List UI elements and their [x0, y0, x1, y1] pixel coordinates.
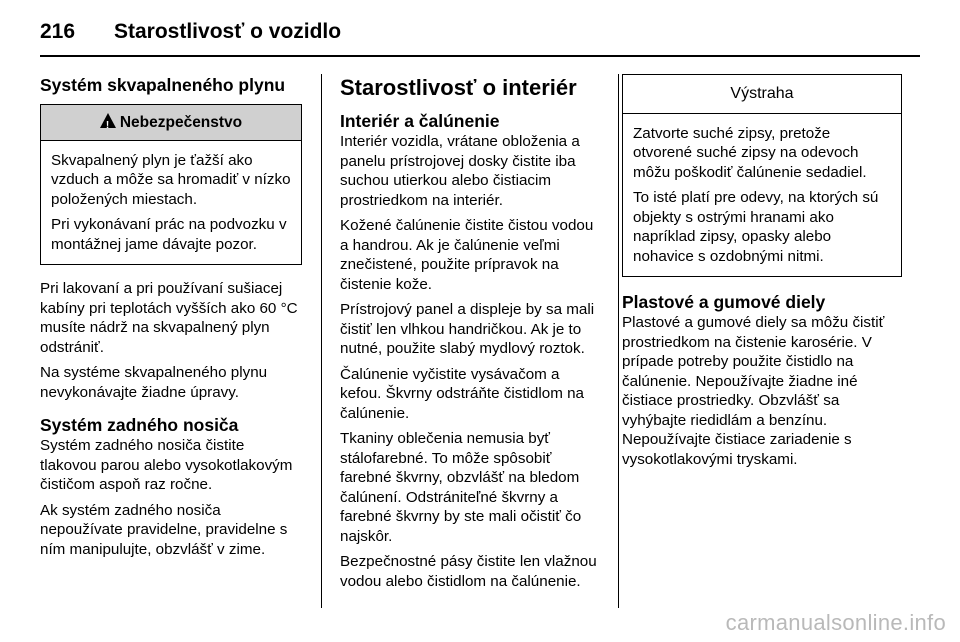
danger-label: Nebezpečenstvo: [119, 114, 243, 131]
warning-box: [622, 74, 902, 277]
main-section-title: Starostlivosť o interiér: [340, 75, 577, 100]
watermark: carmanualsonline.info: [725, 610, 946, 635]
paragraph: Na systéme skvapalneného plynu nevykonávajte žiadne úpravy.: [40, 364, 268, 401]
danger-box-body: [41, 141, 301, 265]
section-title-plastic: Plastové a gumové diely: [622, 292, 826, 312]
paragraph: Plastové a gumové diely sa môžu čistiť prostriedkom na čistenie karosérie. V prípade potreby použite čistidlo na čalúnenie. Nepoužívajte žiadne iné čistiace prostriedky. Obzvlášť sa vyhýbajte riedidlám a benzínu. Nepoužívajte čistiace zariadenie s vysokotlakovými tryskami.: [622, 314, 885, 468]
chapter-title: Starostlivosť o vozidlo: [114, 20, 342, 43]
paragraph: Systém zadného nosiča čistite tlakovou parou alebo vysokotlakovým čističom aspoň raz ročne.: [40, 437, 293, 493]
page-header: [40, 14, 920, 54]
section-title-rear-carrier: Systém zadného nosiča: [40, 415, 239, 435]
paragraph: Čalúnenie vyčistite vysávačom a kefou. Škvrny odstráňte čistidlom na čalúnenie.: [340, 365, 584, 422]
column-divider: [618, 74, 619, 608]
paragraph: Interiér vozidla, vrátane obloženia a panelu prístrojovej dosky čistite iba suchou utierkou alebo čistiacim prostriedkom na interiér.: [340, 133, 580, 209]
paragraph: Pri lakovaní a pri používaní sušiacej kabíny pri teplotách vyšších ako 60 °C musíte nádrž na skvapalnený plyn odstrániť.: [40, 280, 298, 356]
paragraph: Tkaniny oblečenia nemusia byť stálofarebné. To môže spôsobiť farebné škvrny, obzvlášť na bledom čalúnení. Odstrániteľné škvrny a farebné škvrny by ste mali očistiť čo najskôr.: [340, 430, 582, 545]
warning-paragraph: To isté platí pre odevy, na ktorých sú objekty s ostrými hranami ako napríklad zipsy, opasky alebo nohavice s ozdobnými nitmi.: [633, 189, 879, 265]
column-right: [622, 74, 902, 475]
paragraph: Kožené čalúnenie čistite čistou vodou a handrou. Ak je čalúnenie veľmi znečistené, použite prípravok na čistenie kože.: [340, 217, 594, 293]
warning-box-body: [623, 114, 901, 277]
danger-box-header: [41, 105, 301, 141]
section-title-lpg: Systém skvapalneného plynu: [40, 75, 286, 95]
warning-triangle-icon: [100, 113, 116, 128]
column-divider: [321, 74, 322, 608]
warning-box-header: Výstraha: [623, 75, 901, 114]
column-left: [40, 74, 302, 565]
warning-paragraph: Zatvorte suché zipsy, pretože otvorené suché zipsy na odevoch môžu poškodiť čalúnenie sedadiel.: [633, 124, 867, 181]
header-rule: [40, 55, 920, 57]
column-middle: [340, 74, 605, 597]
paragraph: Prístrojový panel a displeje by sa mali čistiť len vlhkou handričkou. Ak je to nutné, použite slabý mydlový roztok.: [340, 301, 595, 357]
page-number: 216: [40, 20, 76, 43]
subsection-title: Interiér a čalúnenie: [340, 111, 500, 131]
danger-paragraph: Pri vykonávaní prác na podvozku v montážnej jame dávajte pozor.: [51, 216, 287, 253]
paragraph: Ak systém zadného nosiča nepoužívate pravidelne, pravidelne s ním manipulujte, obzvlášť v zime.: [40, 501, 288, 558]
paragraph: Bezpečnostné pásy čistite len vlažnou vodou alebo čistidlom na čalúnenie.: [340, 553, 597, 590]
danger-box: [40, 104, 302, 265]
danger-paragraph: Skvapalnený plyn je ťažší ako vzduch a môže sa hromadiť v nízko položených miestach.: [51, 151, 291, 208]
